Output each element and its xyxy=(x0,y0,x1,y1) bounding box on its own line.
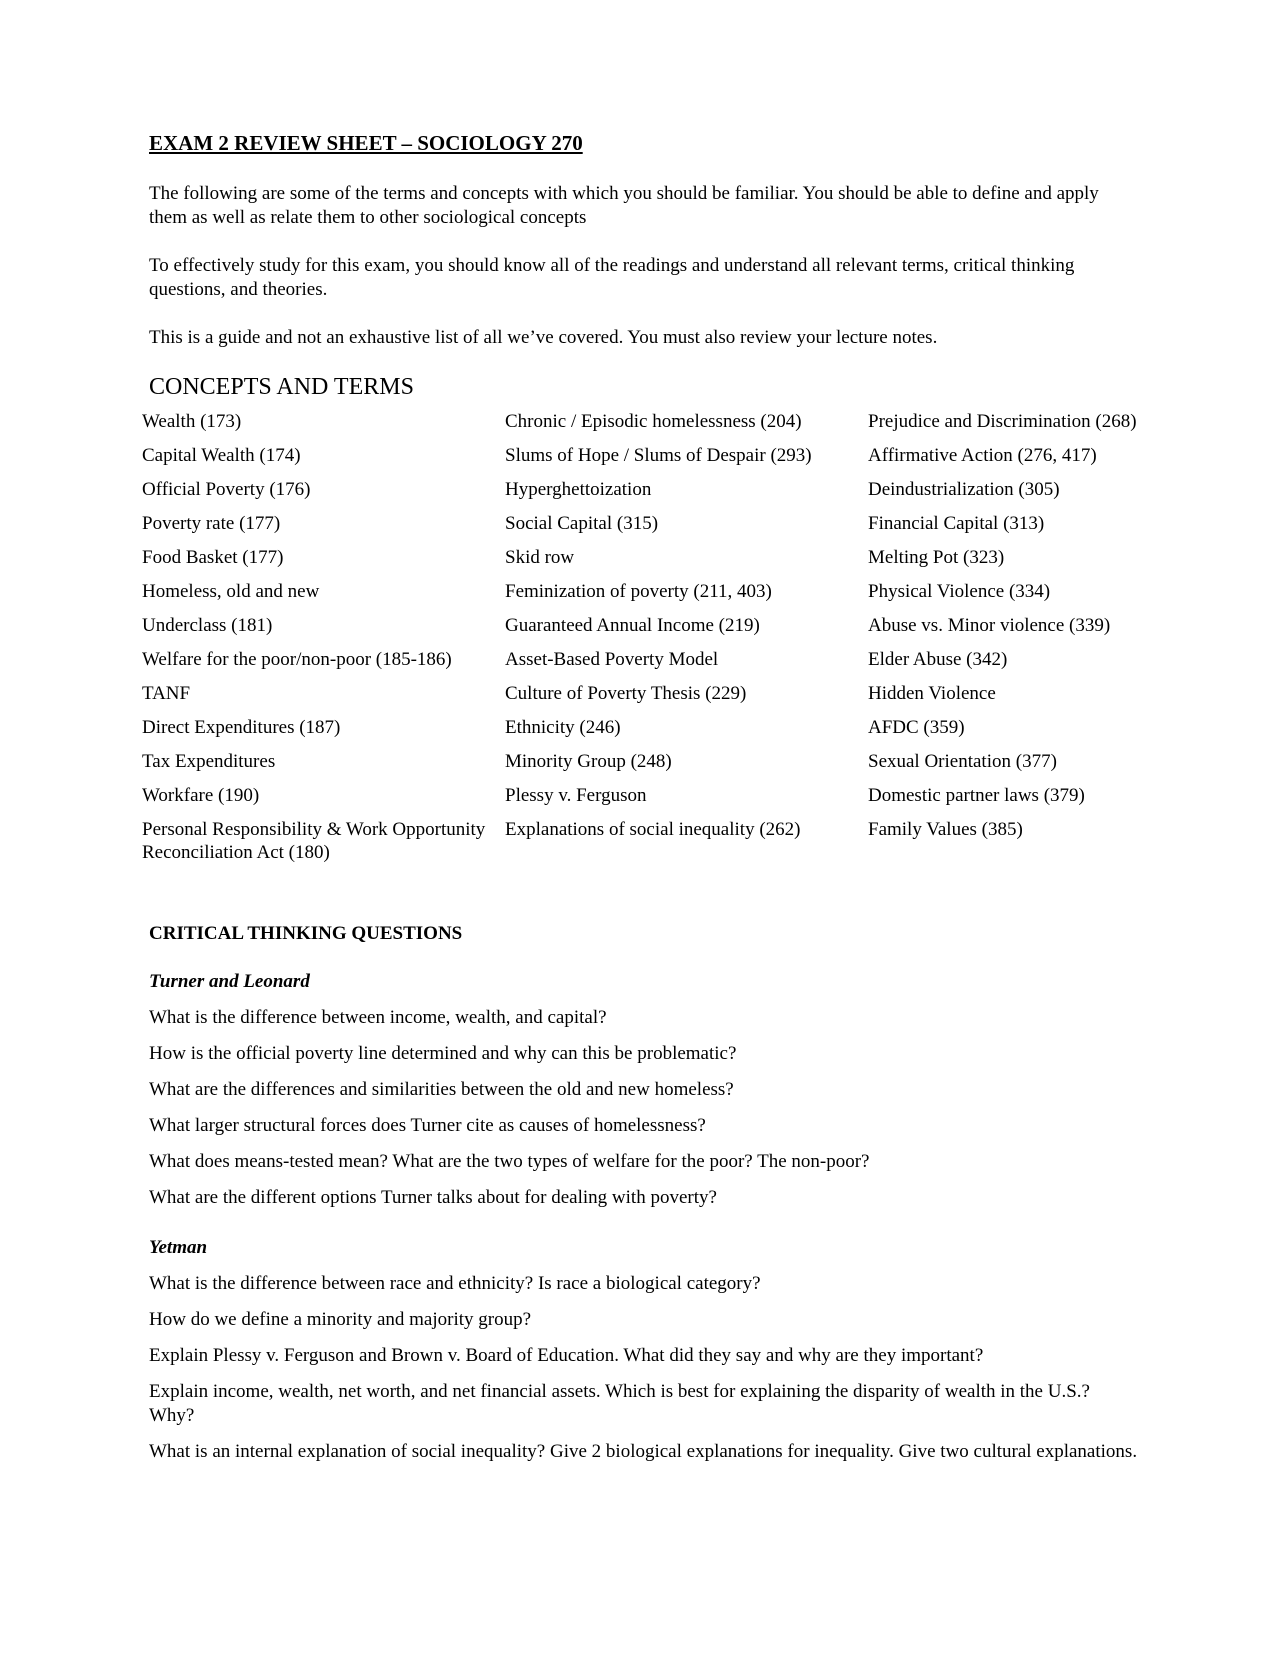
term-item: Prejudice and Discrimination (268) xyxy=(868,411,1137,432)
term-item: Food Basket (177) xyxy=(142,547,284,568)
term-item: Guaranteed Annual Income (219) xyxy=(505,615,760,636)
term-item: Hidden Violence xyxy=(868,683,996,704)
term-item: Deindustrialization (305) xyxy=(868,479,1060,500)
term-item: Domestic partner laws (379) xyxy=(868,785,1085,806)
term-item: Wealth (173) xyxy=(142,411,242,432)
term-item: Capital Wealth (174) xyxy=(142,445,301,466)
intro-paragraph-3: This is a guide and not an exhaustive list of all we’ve covered. You must also review your lecture notes. xyxy=(149,327,938,348)
term-item: Abuse vs. Minor violence (339) xyxy=(868,615,1111,636)
terms-column-1 xyxy=(142,410,502,875)
concepts-heading: CONCEPTS AND TERMS xyxy=(149,374,414,400)
question-item: Explain Plessy v. Ferguson and Brown v. Board of Education. What did they say and why are they important? xyxy=(149,1345,984,1366)
term-item: Skid row xyxy=(505,547,575,568)
question-list-turner-leonard xyxy=(149,1006,1139,1222)
term-item: Official Poverty (176) xyxy=(142,479,311,500)
term-item: Feminization of poverty (211, 403) xyxy=(505,581,772,602)
term-item: Social Capital (315) xyxy=(505,513,659,534)
term-item: Minority Group (248) xyxy=(505,751,672,772)
term-item: Underclass (181) xyxy=(142,615,273,636)
term-item: Financial Capital (313) xyxy=(868,513,1045,534)
question-item: How is the official poverty line determined and why can this be problematic? xyxy=(149,1043,737,1064)
term-item: Poverty rate (177) xyxy=(142,513,281,534)
term-item: Elder Abuse (342) xyxy=(868,649,1008,670)
question-item: Explain income, wealth, net worth, and net financial assets. Which is best for explaining the disparity of wealth in the U.S.? Why? xyxy=(149,1381,1090,1426)
term-item: AFDC (359) xyxy=(868,717,965,738)
question-item: What are the differences and similarities between the old and new homeless? xyxy=(149,1079,734,1100)
document-title: EXAM 2 REVIEW SHEET – SOCIOLOGY 270 xyxy=(149,131,583,155)
intro-paragraph-2: To effectively study for this exam, you should know all of the readings and understand all relevant terms, critical thinking questions, and theories. xyxy=(149,255,1075,300)
question-item: What is an internal explanation of social inequality? Give 2 biological explanations for inequality. Give two cultural explanations. xyxy=(149,1441,1138,1462)
section-author-heading: Yetman xyxy=(149,1237,208,1258)
intro-paragraph-1: The following are some of the terms and concepts with which you should be familiar. You should be able to define and apply them as well as relate them to other sociological concepts xyxy=(149,183,1099,228)
term-item: Chronic / Episodic homelessness (204) xyxy=(505,411,802,432)
term-item: Asset-Based Poverty Model xyxy=(505,649,719,670)
term-item: Culture of Poverty Thesis (229) xyxy=(505,683,747,704)
term-item: Affirmative Action (276, 417) xyxy=(868,445,1097,466)
question-list-yetman xyxy=(149,1272,1139,1476)
term-item: Melting Pot (323) xyxy=(868,547,1005,568)
term-item: TANF xyxy=(142,683,191,704)
term-item: Direct Expenditures (187) xyxy=(142,717,341,738)
term-item: Family Values (385) xyxy=(868,819,1023,840)
question-item: How do we define a minority and majority group? xyxy=(149,1309,532,1330)
term-item: Sexual Orientation (377) xyxy=(868,751,1057,772)
term-item: Physical Violence (334) xyxy=(868,581,1051,602)
term-item: Explanations of social inequality (262) xyxy=(505,819,801,840)
term-item: Tax Expenditures xyxy=(142,751,276,772)
term-item: Plessy v. Ferguson xyxy=(505,785,647,806)
question-item: What larger structural forces does Turner cite as causes of homelessness? xyxy=(149,1115,706,1136)
terms-column-3 xyxy=(868,410,1198,852)
term-item: Personal Responsibility & Work Opportunity Reconciliation Act (180) xyxy=(142,819,486,863)
critical-thinking-heading: CRITICAL THINKING QUESTIONS xyxy=(149,923,463,944)
term-item: Workfare (190) xyxy=(142,785,260,806)
section-author-heading: Turner and Leonard xyxy=(149,971,310,992)
question-item: What does means-tested mean? What are the two types of welfare for the poor? The non-poor? xyxy=(149,1151,870,1172)
question-item: What are the different options Turner talks about for dealing with poverty? xyxy=(149,1187,717,1208)
term-item: Ethnicity (246) xyxy=(505,717,621,738)
term-item: Homeless, old and new xyxy=(142,581,320,602)
question-item: What is the difference between income, wealth, and capital? xyxy=(149,1007,607,1028)
term-item: Welfare for the poor/non-poor (185-186) xyxy=(142,649,452,670)
question-item: What is the difference between race and ethnicity? Is race a biological category? xyxy=(149,1273,761,1294)
terms-column-2 xyxy=(505,410,865,852)
term-item: Slums of Hope / Slums of Despair (293) xyxy=(505,445,812,466)
term-item: Hyperghettoization xyxy=(505,479,652,500)
